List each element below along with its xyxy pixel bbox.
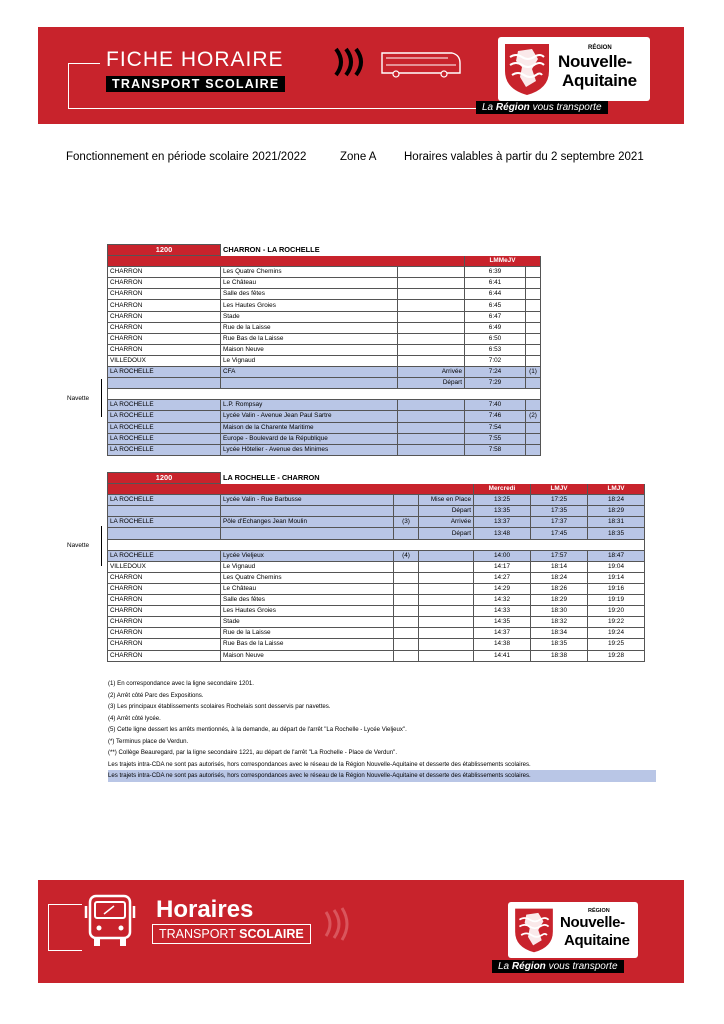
stop-note-cell	[398, 311, 465, 322]
town-cell: CHARRON	[108, 583, 221, 594]
stop-note-cell	[398, 333, 465, 344]
ref-cell	[394, 606, 419, 617]
navette-label: Navette	[67, 395, 90, 402]
time-cell-lmjv-2: 19:24	[588, 628, 645, 639]
line-number: 1200	[108, 245, 221, 256]
stop-cell: Lycée Valin - Avenue Jean Paul Sartre	[221, 411, 398, 422]
ref-cell	[394, 572, 419, 583]
table-row	[108, 333, 541, 344]
line-number: 1200	[108, 473, 221, 484]
region-name-line-1: Nouvelle-	[558, 52, 632, 71]
town-cell: CHARRON	[108, 572, 221, 583]
time-cell-mercredi: 14:41	[474, 650, 531, 661]
ref-cell: (1)	[526, 367, 541, 378]
ref-cell	[394, 617, 419, 628]
footer-ts-pre: TRANSPORT	[159, 927, 240, 941]
time-cell-lmjv-1: 17:45	[531, 528, 588, 539]
region-name-line-1: Nouvelle-	[560, 914, 625, 931]
horaires-title: Horaires	[156, 896, 254, 923]
stop-note-cell	[398, 344, 465, 355]
stop-note-cell	[398, 300, 465, 311]
stop-cell: Les Quatre Chemins	[221, 267, 398, 278]
ref-cell	[394, 495, 419, 506]
stop-cell: Lycée Vieljeux	[221, 550, 394, 561]
time-cell-lmjv-1: 18:35	[531, 639, 588, 650]
stop-cell	[221, 528, 394, 539]
town-cell: VILLEDOUX	[108, 561, 221, 572]
table-row	[108, 411, 541, 422]
stop-cell: Les Hautes Groies	[221, 300, 398, 311]
time-cell: 7:55	[465, 433, 526, 444]
table-row	[108, 311, 541, 322]
stop-cell: Salle des fêtes	[221, 289, 398, 300]
town-cell: LA ROCHELLE	[108, 433, 221, 444]
ref-cell	[394, 628, 419, 639]
ref-cell: (4)	[394, 550, 419, 561]
validity-label: Horaires valables à partir du 2 septembre 2021	[404, 151, 644, 163]
town-cell	[108, 378, 221, 389]
ref-cell: (3)	[394, 517, 419, 528]
region-logo	[498, 37, 650, 101]
time-cell-lmjv-2: 18:29	[588, 506, 645, 517]
table-row	[108, 572, 645, 583]
time-cell-lmjv-1: 18:14	[531, 561, 588, 572]
footnote: Les trajets intra-CDA ne sont pas autorisés, hors correspondances avec le réseau de la Région Nouvelle-Aquitaine et desserte des établissements scolaires.	[108, 770, 656, 782]
town-cell: CHARRON	[108, 267, 221, 278]
table-gap	[108, 389, 541, 400]
stop-note-cell	[419, 550, 474, 561]
lion-emblem-icon	[512, 906, 556, 954]
stop-note-cell	[398, 444, 465, 455]
town-cell: LA ROCHELLE	[108, 367, 221, 378]
ref-cell	[394, 506, 419, 517]
tagline-pre: La	[482, 102, 496, 113]
table-row	[108, 278, 541, 289]
ref-cell	[394, 650, 419, 661]
table-days-row	[108, 484, 645, 495]
ref-cell	[526, 355, 541, 366]
stop-cell: Maison de la Charente Maritime	[221, 422, 398, 433]
footnote: (3) Les principaux établissements scolaires Rochelais sont desservis par navettes.	[108, 703, 331, 710]
town-cell: LA ROCHELLE	[108, 422, 221, 433]
table-row	[108, 433, 541, 444]
time-cell: 7:02	[465, 355, 526, 366]
ref-cell	[394, 639, 419, 650]
table-days-row	[108, 256, 541, 267]
stop-note-cell	[398, 355, 465, 366]
ref-cell	[526, 378, 541, 389]
stop-cell: Le Château	[221, 583, 394, 594]
time-cell-lmjv-1: 17:35	[531, 506, 588, 517]
stop-cell: Rue de la Laisse	[221, 322, 398, 333]
time-cell-lmjv-2: 18:24	[588, 495, 645, 506]
table-row	[108, 267, 541, 278]
time-cell: 7:46	[465, 411, 526, 422]
stop-cell: Lycée Hôtelier - Avenue des Minimes	[221, 444, 398, 455]
days-label: LMMeJV	[465, 256, 541, 267]
stop-cell: Stade	[221, 617, 394, 628]
time-cell-mercredi: 13:35	[474, 506, 531, 517]
stop-note-cell: Départ	[419, 528, 474, 539]
table-row	[108, 289, 541, 300]
header-banner	[38, 27, 684, 124]
stop-cell: Pôle d'Echanges Jean Moulin	[221, 517, 394, 528]
header-spacer	[474, 473, 645, 484]
stop-note-cell	[398, 433, 465, 444]
footnote: (2) Arrêt côté Parc des Expositions.	[108, 691, 204, 699]
bus-icon	[378, 47, 464, 79]
ref-cell	[526, 433, 541, 444]
ref-cell	[526, 322, 541, 333]
time-cell: 6:53	[465, 344, 526, 355]
stop-cell: Rue Bas de la Laisse	[221, 639, 394, 650]
table-row	[108, 583, 645, 594]
time-cell: 6:39	[465, 267, 526, 278]
tagline-bold: Région	[511, 961, 546, 972]
table-row	[108, 617, 645, 628]
table-row	[108, 495, 645, 506]
ref-cell	[526, 300, 541, 311]
region-small-label: RÉGION	[588, 45, 612, 51]
time-cell: 7:40	[465, 400, 526, 411]
time-cell-lmjv-1: 18:26	[531, 583, 588, 594]
tagline-bold: Région	[495, 102, 530, 113]
stop-cell: Rue Bas de la Laisse	[221, 333, 398, 344]
time-cell-mercredi: 13:48	[474, 528, 531, 539]
region-name-line-2: Aquitaine	[564, 932, 630, 949]
table-row	[108, 506, 645, 517]
town-cell: CHARRON	[108, 595, 221, 606]
stop-note-cell	[398, 422, 465, 433]
stop-note-cell	[398, 322, 465, 333]
footer-frame-line	[48, 904, 49, 950]
town-cell: CHARRON	[108, 617, 221, 628]
table-header-row	[108, 473, 645, 484]
ref-cell	[526, 278, 541, 289]
stop-cell: CFA	[221, 367, 398, 378]
stop-note-cell	[419, 639, 474, 650]
stop-cell: Le Château	[221, 278, 398, 289]
time-cell: 7:29	[465, 378, 526, 389]
time-cell-mercredi: 14:38	[474, 639, 531, 650]
time-cell-mercredi: 14:32	[474, 595, 531, 606]
stop-note-cell	[398, 267, 465, 278]
tagline-post: vous transporte	[545, 961, 618, 972]
stop-note-cell: Mise en Place	[419, 495, 474, 506]
ref-cell	[526, 344, 541, 355]
stop-cell: Europe - Boulevard de la République	[221, 433, 398, 444]
ref-cell	[526, 333, 541, 344]
ref-cell	[394, 583, 419, 594]
stop-cell: Le Vignaud	[221, 355, 398, 366]
time-cell-lmjv-2: 19:04	[588, 561, 645, 572]
time-cell-mercredi: 14:35	[474, 617, 531, 628]
table-header-row	[108, 245, 541, 256]
stop-note-cell	[419, 572, 474, 583]
ref-cell: (2)	[526, 411, 541, 422]
table-row	[108, 378, 541, 389]
town-cell: LA ROCHELLE	[108, 550, 221, 561]
stop-cell	[221, 378, 398, 389]
town-cell: CHARRON	[108, 300, 221, 311]
time-cell-lmjv-2: 19:19	[588, 595, 645, 606]
region-tagline	[476, 101, 608, 114]
time-cell-lmjv-1: 17:25	[531, 495, 588, 506]
time-cell-lmjv-2: 19:16	[588, 583, 645, 594]
town-cell: CHARRON	[108, 289, 221, 300]
ref-cell	[526, 422, 541, 433]
region-small-label: RÉGION	[588, 908, 610, 914]
table-row	[108, 322, 541, 333]
time-cell: 7:24	[465, 367, 526, 378]
ref-cell	[526, 400, 541, 411]
ref-cell	[526, 267, 541, 278]
stop-note-cell	[398, 411, 465, 422]
stop-note-cell	[419, 595, 474, 606]
day-col-2: LMJV	[531, 484, 588, 495]
footer-frame-line	[48, 950, 82, 951]
time-cell: 6:47	[465, 311, 526, 322]
town-cell: CHARRON	[108, 333, 221, 344]
time-cell-lmjv-2: 18:47	[588, 550, 645, 561]
time-cell-mercredi: 14:17	[474, 561, 531, 572]
footnote: (5) Cette ligne dessert les arrêts mentionnés, à la demande, au départ de l'arrêt "La Rochelle - Lycée Vieljeux".	[108, 726, 407, 733]
table-row	[108, 595, 645, 606]
table-row	[108, 650, 645, 661]
time-cell-mercredi: 13:25	[474, 495, 531, 506]
footnotes	[108, 678, 656, 782]
town-cell: CHARRON	[108, 344, 221, 355]
stop-cell: Salle des fêtes	[221, 595, 394, 606]
stop-note-cell	[419, 650, 474, 661]
footer-transport-scolaire	[152, 924, 311, 944]
header-frame-line	[68, 108, 498, 109]
table-row	[108, 606, 645, 617]
footer-ts-bold: SCOLAIRE	[239, 927, 304, 941]
days-row-fill	[108, 484, 474, 495]
town-cell	[108, 528, 221, 539]
stop-cell: Lycée Valin - Rue Barbusse	[221, 495, 394, 506]
town-cell	[108, 506, 221, 517]
stop-cell: Le Vignaud	[221, 561, 394, 572]
stop-note-cell	[419, 606, 474, 617]
time-cell-lmjv-1: 18:24	[531, 572, 588, 583]
zone-label: Zone A	[340, 151, 377, 163]
table-row	[108, 300, 541, 311]
table-row	[108, 355, 541, 366]
sound-waves-icon	[322, 906, 352, 942]
stop-cell: Maison Neuve	[221, 344, 398, 355]
day-col-3: LMJV	[588, 484, 645, 495]
table-row	[108, 367, 541, 378]
time-cell-lmjv-1: 18:32	[531, 617, 588, 628]
time-cell-lmjv-2: 19:22	[588, 617, 645, 628]
ref-cell	[394, 528, 419, 539]
stop-note-cell	[398, 278, 465, 289]
table-row	[108, 517, 645, 528]
stop-note-cell: Arrivée	[419, 517, 474, 528]
footnote: (*) Terminus place de Verdun.	[108, 737, 189, 745]
table-row	[108, 639, 645, 650]
time-cell-lmjv-2: 19:28	[588, 650, 645, 661]
table-row	[108, 550, 645, 561]
ref-cell	[526, 444, 541, 455]
town-cell: LA ROCHELLE	[108, 411, 221, 422]
town-cell: CHARRON	[108, 322, 221, 333]
period-label: Fonctionnement en période scolaire 2021/2022	[66, 151, 307, 163]
time-cell-lmjv-2: 18:31	[588, 517, 645, 528]
stop-cell: Stade	[221, 311, 398, 322]
time-cell-lmjv-2: 19:20	[588, 606, 645, 617]
header-spacer	[465, 245, 526, 256]
header-frame-line	[68, 63, 69, 108]
time-cell-lmjv-2: 19:14	[588, 572, 645, 583]
time-cell-lmjv-2: 18:35	[588, 528, 645, 539]
time-cell: 6:44	[465, 289, 526, 300]
time-cell-mercredi: 14:27	[474, 572, 531, 583]
stop-cell: Les Quatre Chemins	[221, 572, 394, 583]
town-cell: CHARRON	[108, 311, 221, 322]
time-cell: 7:58	[465, 444, 526, 455]
ref-cell	[394, 595, 419, 606]
lion-emblem-icon	[502, 41, 552, 97]
table-row	[108, 344, 541, 355]
stop-cell	[221, 506, 394, 517]
stop-note-cell	[419, 628, 474, 639]
time-cell: 6:49	[465, 322, 526, 333]
transport-scolaire-label: TRANSPORT SCOLAIRE	[106, 76, 285, 92]
table-row	[108, 444, 541, 455]
table-row	[108, 400, 541, 411]
stop-note-cell	[398, 400, 465, 411]
time-cell-lmjv-1: 17:37	[531, 517, 588, 528]
region-tagline	[492, 960, 624, 973]
stop-note-cell	[398, 289, 465, 300]
town-cell: CHARRON	[108, 278, 221, 289]
stop-note-cell	[419, 583, 474, 594]
fiche-horaire-title: FICHE HORAIRE	[106, 48, 284, 71]
tagline-post: vous transporte	[529, 102, 602, 113]
time-cell-mercredi: 14:37	[474, 628, 531, 639]
time-cell-lmjv-1: 17:57	[531, 550, 588, 561]
time-cell-mercredi: 13:37	[474, 517, 531, 528]
region-logo	[508, 902, 638, 958]
navette-bracket	[101, 526, 102, 566]
time-cell: 6:50	[465, 333, 526, 344]
table-row	[108, 528, 645, 539]
tagline-pre: La	[498, 961, 512, 972]
ref-cell	[394, 561, 419, 572]
town-cell: CHARRON	[108, 639, 221, 650]
table-row	[108, 628, 645, 639]
time-cell-lmjv-1: 18:29	[531, 595, 588, 606]
day-col-1: Mercredi	[474, 484, 531, 495]
time-cell-lmjv-1: 18:34	[531, 628, 588, 639]
time-cell-lmjv-2: 19:25	[588, 639, 645, 650]
town-cell: LA ROCHELLE	[108, 444, 221, 455]
footnote: (**) Collège Beauregard, par la ligne secondaire 1221, au départ de l'arrêt "La Rochelle - Place de Verdun".	[108, 749, 398, 756]
stop-cell: L.P. Rompsay	[221, 400, 398, 411]
town-cell: VILLEDOUX	[108, 355, 221, 366]
footer-banner	[38, 880, 684, 983]
time-cell-lmjv-1: 18:38	[531, 650, 588, 661]
stop-note-cell: Départ	[419, 506, 474, 517]
time-cell: 7:54	[465, 422, 526, 433]
stop-note-cell: Départ	[398, 378, 465, 389]
ref-cell	[526, 289, 541, 300]
stop-note-cell	[419, 617, 474, 628]
town-cell: CHARRON	[108, 650, 221, 661]
footnote: (1) En correspondance avec la ligne secondaire 1201.	[108, 680, 255, 687]
time-cell-mercredi: 14:29	[474, 583, 531, 594]
stop-note-cell	[419, 561, 474, 572]
town-cell: LA ROCHELLE	[108, 517, 221, 528]
town-cell: CHARRON	[108, 628, 221, 639]
stop-note-cell: Arrivée	[398, 367, 465, 378]
time-cell-mercredi: 14:00	[474, 550, 531, 561]
region-name-line-2: Aquitaine	[562, 71, 637, 90]
town-cell: CHARRON	[108, 606, 221, 617]
sound-waves-icon	[332, 45, 372, 79]
header-spacer	[526, 245, 541, 256]
footnote: Les trajets intra-CDA ne sont pas autorisés, hors correspondances avec le réseau de la Région Nouvelle-Aquitaine et desserte des établissements scolaires.	[108, 760, 531, 768]
town-cell: LA ROCHELLE	[108, 495, 221, 506]
schedule-table-la-rochelle-charron	[107, 472, 645, 662]
stop-cell: Maison Neuve	[221, 650, 394, 661]
schedule-table-charron-la-rochelle	[107, 244, 541, 456]
table-gap	[108, 539, 645, 550]
ref-cell	[526, 311, 541, 322]
time-cell: 6:45	[465, 300, 526, 311]
table-row	[108, 422, 541, 433]
town-cell: LA ROCHELLE	[108, 400, 221, 411]
time-cell-lmjv-1: 18:30	[531, 606, 588, 617]
stop-cell: Les Hautes Groies	[221, 606, 394, 617]
days-row-fill	[108, 256, 465, 267]
stop-cell: Rue de la Laisse	[221, 628, 394, 639]
footnote: (4) Arrêt côté lycée.	[108, 714, 161, 722]
route-name: LA ROCHELLE - CHARRON	[221, 473, 474, 484]
time-cell-mercredi: 14:33	[474, 606, 531, 617]
navette-bracket	[101, 379, 102, 417]
route-name: CHARRON - LA ROCHELLE	[221, 245, 465, 256]
bus-front-icon	[84, 892, 136, 948]
header-frame-line	[68, 63, 100, 64]
time-cell: 6:41	[465, 278, 526, 289]
navette-label: Navette	[67, 542, 90, 549]
table-row	[108, 561, 645, 572]
footer-frame-line	[48, 904, 82, 905]
